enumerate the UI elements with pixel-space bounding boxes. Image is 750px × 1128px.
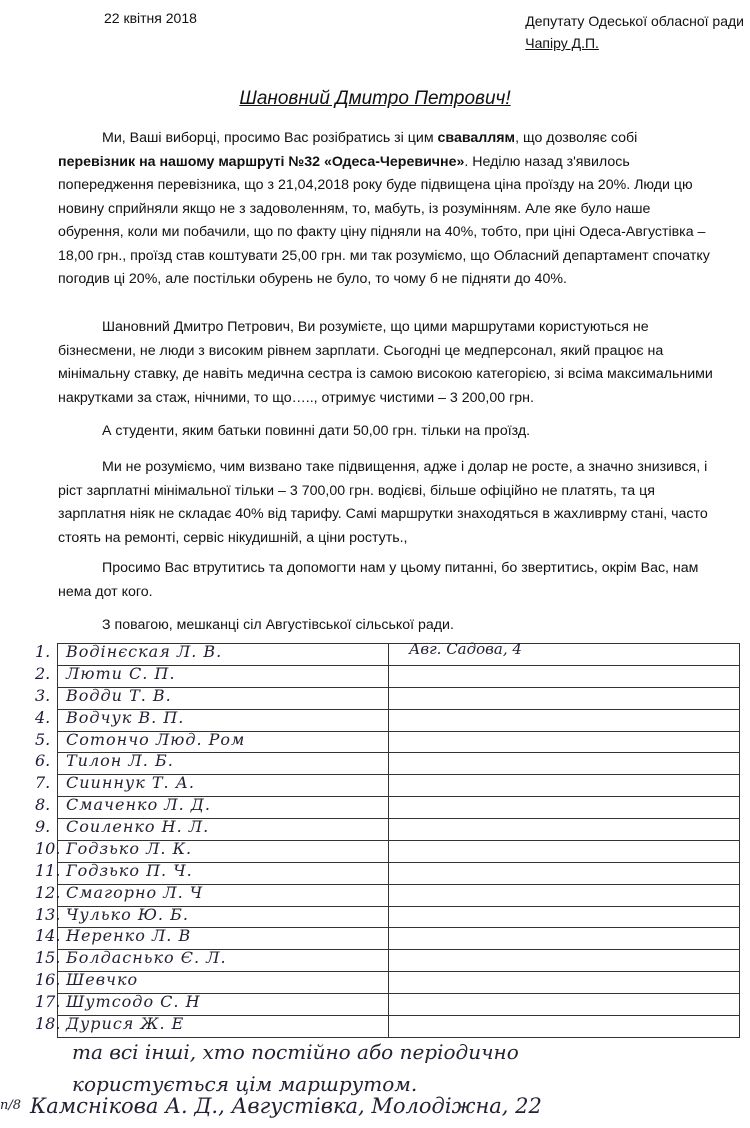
p1-text-e: . Неділю назад з'явилось попередження перевізника, що з 21,04,2018 року буде підвищена ціна проїзду на 20%. Люди цю новину сприйняли якщо не з задоволенням, то, мабуть, із розумінням. Але яке було наше обурення, коли ми побачили, що по факту ціну підняли на 40%, тобто, при ціні Одеса-Августівка – 18,00 грн., проїзд став коштувати 25,00 грн. ми так розуміємо, що Обласний департамент спочатку погодив ці 20%, але постільки обурень не було, то чому б не підняти до 40%. xyxy=(58,153,710,287)
paragraph-6 xyxy=(58,614,718,638)
signature-name-cell xyxy=(35,773,389,797)
signature-name-cell xyxy=(35,707,389,731)
row-number: 14. xyxy=(35,926,61,946)
signature-table xyxy=(35,640,740,1038)
p5-text: Просимо Вас втрутитись та допомогти нам у цьому питанні, бо звертитись, окрім Вас, нам нема дот кого. xyxy=(58,560,699,600)
signature-row xyxy=(58,665,740,687)
signer-name: Сотончо Люд. Ром xyxy=(66,729,246,749)
signature-sign-cell xyxy=(389,753,740,775)
signer-name: Соиленко Н. Л. xyxy=(66,817,210,836)
signer-name: Смаченко Л. Д. xyxy=(66,795,211,815)
signer-name: Годзько Л. К. xyxy=(66,838,193,858)
signature-sign-cell xyxy=(389,709,740,731)
signer-name: Водчук В. П. xyxy=(66,707,185,727)
signature-name-cell xyxy=(35,904,389,928)
signer-name: Смагорно Л. Ч xyxy=(66,882,204,902)
signature-row xyxy=(58,709,740,731)
row-number: 4. xyxy=(35,707,51,727)
signer-name: Люти С. П. xyxy=(66,663,176,683)
signer-name: Шевчко xyxy=(66,970,139,990)
signature-name-cell xyxy=(35,948,389,972)
footer-line-2: користується цім маршрутом. xyxy=(72,1072,418,1096)
paragraph-3 xyxy=(58,420,718,444)
signature-sign-cell xyxy=(389,687,740,709)
addressee-line2: Чапіру Д.П. xyxy=(525,35,599,51)
signature-sign-cell xyxy=(389,972,740,994)
signature-sign-cell xyxy=(389,731,740,753)
row-number: 11. xyxy=(35,860,61,880)
paragraph-4 xyxy=(58,456,718,550)
signature-row xyxy=(58,753,740,775)
row-number: 6. xyxy=(35,751,51,771)
signature-row xyxy=(58,884,740,906)
row-number: 9. xyxy=(35,817,51,836)
signature-name-cell xyxy=(35,882,389,906)
row-number: 17. xyxy=(35,992,61,1011)
signer-name: Шутсодо С. Н xyxy=(66,992,201,1011)
row-number: 18. xyxy=(35,1013,61,1033)
row-number: 1. xyxy=(35,642,51,661)
signature-sign-cell xyxy=(389,950,740,972)
signer-name: Сииннук Т. А. xyxy=(66,773,195,793)
signature-row xyxy=(58,862,740,884)
signature-row xyxy=(58,972,740,994)
signature-name-cell xyxy=(35,992,389,1016)
signature-sign-cell xyxy=(389,819,740,841)
signature-name-cell xyxy=(35,860,389,884)
signature-row xyxy=(58,775,740,797)
p1-text-c: , що дозволяє собі xyxy=(515,130,638,146)
letter-date: 22 квітня 2018 xyxy=(104,10,197,26)
signature-sign-cell xyxy=(389,906,740,928)
signature-name-cell xyxy=(35,970,389,994)
signer-name: Дурися Ж. Е xyxy=(66,1013,185,1033)
signer-name: Водди Т. В. xyxy=(66,685,172,705)
signer-name: Неренко Л. В xyxy=(66,926,192,946)
p4-text: Ми не розуміємо, чим визвано таке підвищення, адже і долар не росте, а значно знизився, і ріст зарплатні мінімальної тільки – 3 700,00 грн. водієві, більше офіційно не платять, та ця зарплатня ніяк не складає 40% від тарифу. Самі маршрутки знаходяться в жахливрму стані, часто стоять на ремонті, сервіс нікудишній, а ціни ростуть., xyxy=(58,459,708,546)
p1-text-b: сваваллям xyxy=(437,130,516,146)
signature-name-cell xyxy=(35,795,389,819)
signature-row xyxy=(58,840,740,862)
row-number: 3. xyxy=(35,685,51,705)
row-number: 10. xyxy=(35,838,61,858)
row-number: 15. xyxy=(35,948,61,968)
signature-name-cell xyxy=(35,751,389,775)
row-number: 13. xyxy=(35,904,61,924)
signature-row xyxy=(58,644,740,666)
row-number: 7. xyxy=(35,773,51,793)
signature-row xyxy=(58,687,740,709)
p1-text-d: перевізник на нашому маршруті №32 «Одеса-Черевичне» xyxy=(58,153,465,170)
signer-name: Годзько П. Ч. xyxy=(66,860,193,880)
footer-line-3: Камснікова А. Д., Августівка, Молодіжна, 22 xyxy=(30,1094,542,1118)
signature-sign-cell xyxy=(389,840,740,862)
addressee xyxy=(525,10,744,54)
addressee-line1: Депутату Одеської обласної ради xyxy=(525,13,744,29)
signature-sign-cell xyxy=(389,640,740,666)
signer-name: Болдаснько Є. Л. xyxy=(66,948,227,968)
p6-text: З повагою, мешканці сіл Августівської сільської ради. xyxy=(102,617,454,633)
row-number: 8. xyxy=(35,795,51,815)
signature-row xyxy=(58,950,740,972)
signature-name-cell xyxy=(35,663,389,687)
margin-note: п/8 xyxy=(0,1098,22,1113)
p2-text: Шановний Дмитро Петрович, Ви розумієте, що цими маршрутами користуються не бізнесмени, не люди з високим рівнем зарплати. Сьогодні це медперсонал, який працює на мінімальну ставку, де навіть медична сестра із самою високою категорією, зі всіма максимальними накрутками за стаж, нічними, то що….., отримує чистими – 3 200,00 грн. xyxy=(58,319,713,406)
signature-sign-cell xyxy=(389,884,740,906)
signature-row xyxy=(58,797,740,819)
signature-sign-cell xyxy=(389,994,740,1016)
signature-name-cell xyxy=(35,685,389,709)
p3-text: А студенти, яким батьки повинні дати 50,00 грн. тільки на проїзд. xyxy=(102,423,531,439)
signature-name-cell xyxy=(35,817,389,841)
signature-row xyxy=(58,906,740,928)
signature-sign-cell xyxy=(389,1015,740,1037)
signature-sign-cell xyxy=(389,775,740,797)
signature-name-cell xyxy=(35,729,389,753)
signature-name-cell xyxy=(35,1013,389,1037)
row-number: 12. xyxy=(35,882,61,902)
signature-sign-cell xyxy=(389,928,740,950)
paragraph-2 xyxy=(58,316,718,410)
signature-name-cell xyxy=(35,838,389,862)
row-number: 2. xyxy=(35,663,51,683)
signature-sign-cell xyxy=(389,862,740,884)
signature-row xyxy=(58,994,740,1016)
salutation: Шановний Дмитро Петрович! xyxy=(239,88,511,109)
p1-text-a: Ми, Ваші виборці, просимо Вас розібратись зі цим xyxy=(102,130,438,146)
signature-row xyxy=(58,819,740,841)
paragraph-1 xyxy=(58,127,718,292)
row-number: 16. xyxy=(35,970,61,990)
signature-name-cell xyxy=(35,926,389,950)
signer-name: Водінєская Л. В. xyxy=(66,642,223,661)
row-number: 5. xyxy=(35,729,51,749)
signature-row xyxy=(58,731,740,753)
signer-name: Тилон Л. Б. xyxy=(66,751,174,771)
signer-name: Чулько Ю. Б. xyxy=(66,904,189,924)
paragraph-5 xyxy=(58,557,718,604)
signature-row xyxy=(58,928,740,950)
signature-row xyxy=(58,1015,740,1037)
signature-sign-cell xyxy=(389,665,740,687)
signature-sign-cell xyxy=(389,797,740,819)
signer-signature: Авг. Садова, 4 xyxy=(409,640,522,658)
footer-line-1: та всі інші, хто постійно або періодично xyxy=(72,1040,519,1064)
signature-name-cell xyxy=(35,642,389,666)
